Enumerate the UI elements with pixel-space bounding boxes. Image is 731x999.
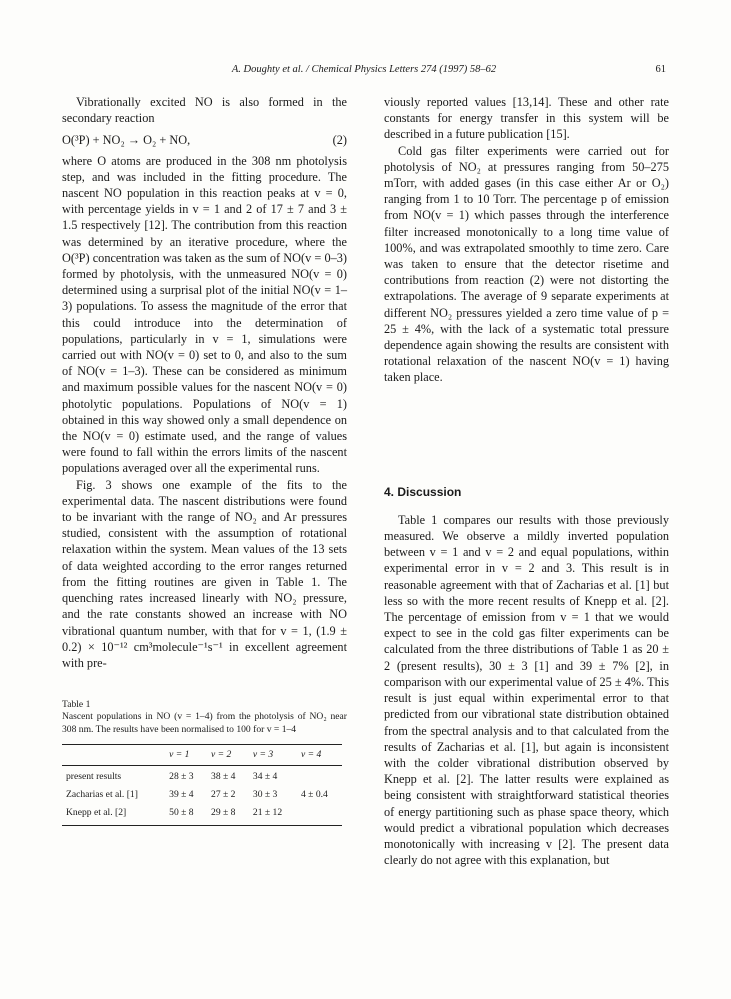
table-cell: [297, 804, 342, 825]
table-cell: 21 ± 12: [249, 804, 297, 825]
left-column: [62, 94, 347, 826]
table-cell: 39 ± 4: [169, 789, 194, 801]
equation-2: [62, 132, 347, 148]
table-cell: 34 ± 4: [252, 770, 278, 782]
table-header-cell: [62, 744, 165, 765]
paragraph: viously reported values [13,14]. These and other rate constants for energy transfer in this system will be described in a future publication [15].: [384, 95, 669, 142]
table-label: Table 1: [62, 699, 91, 711]
table-cell: 38 ± 4: [211, 770, 236, 782]
paragraph: Vibrationally excited NO is also formed in the secondary reaction: [62, 95, 347, 126]
running-title: A. Doughty et al. / Chemical Physics Letters 274 (1997) 58–62: [231, 64, 497, 75]
paragraph: where O atoms are produced in the 308 nm photolysis step, and was included in the fitting procedure. The nascent NO population in this reaction peaks at v = 0, with percentage yields in v = 1 and 2 of 17 ± 7 and 3 ± 1.5 respectively [12]. The contribution from this reaction was determined by an iterative procedure, where the O(³P) concentration was taken as the sum of NO(v = 0–3) formed by photolysis, with the unmeasured NO(v = 0) determined using a surprisal plot of the initial NO(v = 1–3) populations. To assess the magnitude of the error that this could introduce into the determination of populations, particularly in v = 1, simulations were carried out with NO(v = 0) set to 0, and also to the sum of NO(v = 1–3). These can be considered as minimum and maximum possible values for the nascent NO(v = 0) photolytic populations. Populations of NO(v = 1) obtained in this way showed only a small dependence on the NO(v = 0) estimate used, and the range of values were found to fall within the errors limits of the nascent populations averaged over all the experimental runs.: [62, 153, 347, 476]
paragraph: Table 1 compares our results with those previously measured. We observe a mildly inverted population between v = 1 and v = 2 and equal populations, within experimental error in v = 2 and 3. This result is in reasonable agreement with that of Zacharias et al. [1] but less so with the more recent results of Knepp et al. [2]. The percentage of emission from v = 1 that we would expect to see in the cold gas filter experiments can be calculated from the three distributions of Table 1 as 20 ± 2 (present results), 30 ± 3 [1] and 39 ± 7% [2], in comparison with our experimental value of 25 ± 4%. This result is just equal within experimental error to that predicted from our vibrational state distribution obtained from the spectral analysis and to that calculated from the results of Zacharias et al. [1], but again is inconsistent with the colder vibrational distribution observed by Knepp et al. [2]. The latter results were explained as being consistent with straightforward statistical theories of energy partitioning such as phase space theory, which would predict a vibrational population which decreases monotonically with increasing v [2]. The present data clearly do not agree with this explanation, but: [384, 512, 669, 868]
equation-body: O(³P) + NO₂ → O₂ + NO,: [62, 133, 191, 148]
table-cell: Knepp et al. [2]: [62, 804, 165, 825]
table-cell: Zacharias et al. [1]: [66, 789, 138, 801]
table-header-cell: v = 1: [165, 744, 207, 765]
paragraph: Cold gas filter experiments were carried out for photolysis of NO₂ at pressures ranging from 50–275 mTorr, with added gases (in this case either Ar or O₂) ranging from 1 to 10 Torr. The percentage p of emission from NO(v = 1) which passes through the interference filter increased monotonically to a long time value of 100%, and was extrapolated smoothly to time zero. Care was taken to ensure that the detector risetime and contributions from reaction (2) were not distorting the extrapolations. The average of 9 separate experiments at different NO₂ pressures yielded a zero time value of p = 25 ± 4%, with the lack of a systematic total pressure dependence again showing the results are consistent with rotational relaxation of the nascent NO(v = 1) having taken place.: [384, 143, 669, 385]
equation-number: (2): [332, 133, 347, 148]
table-header-row: [62, 744, 342, 765]
table-cell: 4 ± 0.4: [300, 789, 328, 801]
section-heading: 4. Discussion: [384, 484, 462, 499]
table-row: [62, 786, 342, 804]
table-header-cell: v = 4: [297, 744, 342, 765]
page-number: 61: [655, 64, 666, 75]
paragraph: Fig. 3 shows one example of the fits to the experimental data. The nascent distributions were found to be invariant with the range of NO₂ and Ar pressures studied, consistent with the assumption of rotational relaxation within the system. Mean values of the 13 sets of data weighted according to the error ranges returned from the fitting routines are given in Table 1. The quenching rates increased linearly with NO₂ pressure, and the rate constants showed an increase with NO vibrational quantum number, with that for v = 1, (1.9 ± 0.2) × 10⁻¹² cm³molecule⁻¹s⁻¹ in excellent agreement with pre-: [62, 477, 347, 670]
table-cell: [297, 765, 342, 786]
table-row: [62, 765, 342, 786]
table-caption: Nascent populations in NO (v = 1–4) from the photolysis of NO₂ near 308 nm. The results have been normalised to 100 for v = 1–4: [62, 711, 347, 735]
table-cell: present results: [66, 770, 122, 782]
populations-table: [62, 744, 342, 826]
table-cell: 30 ± 3: [252, 789, 278, 801]
running-header: [62, 64, 666, 75]
right-column: [384, 94, 669, 868]
table-cell: 27 ± 2: [211, 789, 236, 801]
table-row: [62, 804, 342, 825]
table-header-cell: v = 3: [249, 744, 297, 765]
table-header-cell: v = 2: [207, 744, 249, 765]
table-caption-block: [62, 699, 347, 736]
table-cell: 29 ± 8: [207, 804, 249, 825]
table-cell: 28 ± 3: [169, 770, 194, 782]
table-cell: 50 ± 8: [165, 804, 207, 825]
